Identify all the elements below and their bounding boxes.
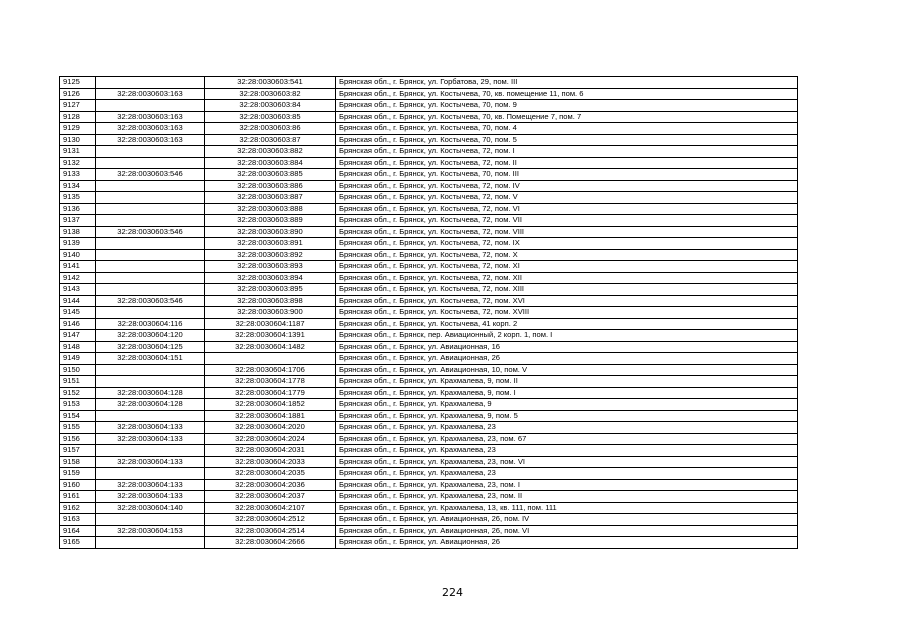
row-number-cell: 9157 [60,445,96,457]
address-cell: Брянская обл., г. Брянск, ул. Крахмалева, 23, пом. VI [336,456,798,468]
cadastral-number-cell: 32:28:0030603:895 [205,284,336,296]
parcel-number-cell [96,100,205,112]
parcel-number-cell [96,203,205,215]
cadastral-number-cell: 32:28:0030603:85 [205,111,336,123]
row-number-cell: 9148 [60,341,96,353]
row-number-cell: 9134 [60,180,96,192]
row-number-cell: 9133 [60,169,96,181]
parcel-number-cell [96,468,205,480]
address-cell: Брянская обл., г. Брянск, ул. Костычева, 70, пом. 9 [336,100,798,112]
row-number-cell: 9140 [60,249,96,261]
table-row [60,514,798,526]
table-row [60,502,798,514]
address-cell: Брянская обл., г. Брянск, ул. Крахмалева, 23, пом. I [336,479,798,491]
cadastral-number-cell: 32:28:0030603:892 [205,249,336,261]
parcel-number-cell: 32:28:0030604:133 [96,479,205,491]
address-cell: Брянская обл., г. Брянск, ул. Крахмалева, 9, пом. II [336,376,798,388]
address-cell: Брянская обл., г. Брянск, ул. Авиационная, 10, пом. V [336,364,798,376]
table-row [60,468,798,480]
row-number-cell: 9163 [60,514,96,526]
cadastral-number-cell: 32:28:0030603:885 [205,169,336,181]
cadastral-number-cell: 32:28:0030604:1391 [205,330,336,342]
table-row [60,341,798,353]
table-row [60,295,798,307]
page-number: 224 [442,586,463,599]
parcel-number-cell: 32:28:0030604:133 [96,491,205,503]
row-number-cell: 9160 [60,479,96,491]
address-cell: Брянская обл., г. Брянск, ул. Костычева, 41 корп. 2 [336,318,798,330]
row-number-cell: 9130 [60,134,96,146]
table-row [60,479,798,491]
cadastral-number-cell: 32:28:0030603:889 [205,215,336,227]
row-number-cell: 9138 [60,226,96,238]
table-row [60,146,798,158]
cadastral-number-cell: 32:28:0030603:890 [205,226,336,238]
address-cell: Брянская обл., г. Брянск, ул. Авиационная, 26 [336,537,798,549]
address-cell: Брянская обл., г. Брянск, ул. Костычева, 72, пом. VIII [336,226,798,238]
address-cell: Брянская обл., г. Брянск, ул. Крахмалева, 9, пом. I [336,387,798,399]
table-row [60,376,798,388]
row-number-cell: 9135 [60,192,96,204]
address-cell: Брянская обл., г. Брянск, ул. Горбатова, 29, пом. III [336,77,798,89]
row-number-cell: 9144 [60,295,96,307]
cadastral-number-cell: 32:28:0030604:1187 [205,318,336,330]
row-number-cell: 9165 [60,537,96,549]
parcel-number-cell [96,514,205,526]
parcel-number-cell: 32:28:0030603:163 [96,111,205,123]
row-number-cell: 9136 [60,203,96,215]
parcel-number-cell: 32:28:0030603:546 [96,226,205,238]
cadastral-number-cell: 32:28:0030603:884 [205,157,336,169]
parcel-number-cell: 32:28:0030604:133 [96,456,205,468]
address-cell: Брянская обл., г. Брянск, ул. Костычева, 72, пом. IV [336,180,798,192]
parcel-number-cell [96,249,205,261]
address-cell: Брянская обл., г. Брянск, ул. Костычева, 72, пом. XI [336,261,798,273]
cadastral-number-cell: 32:28:0030604:2024 [205,433,336,445]
address-cell: Брянская обл., г. Брянск, ул. Костычева, 72, пом. XVI [336,295,798,307]
parcel-number-cell [96,146,205,158]
table-row [60,525,798,537]
table-row [60,203,798,215]
parcel-number-cell: 32:28:0030604:120 [96,330,205,342]
row-number-cell: 9152 [60,387,96,399]
parcel-number-cell [96,445,205,457]
row-number-cell: 9162 [60,502,96,514]
cadastral-number-cell: 32:28:0030604:2036 [205,479,336,491]
row-number-cell: 9161 [60,491,96,503]
table-row [60,100,798,112]
cadastral-number-cell: 32:28:0030604:1706 [205,364,336,376]
cadastral-number-cell: 32:28:0030604:1778 [205,376,336,388]
row-number-cell: 9146 [60,318,96,330]
address-cell: Брянская обл., г. Брянск, ул. Костычева, 72, пом. XVIII [336,307,798,319]
address-cell: Брянская обл., г. Брянск, ул. Костычева, 72, пом. VI [336,203,798,215]
table-row [60,77,798,89]
parcel-number-cell: 32:28:0030604:153 [96,525,205,537]
parcel-number-cell [96,364,205,376]
table-row [60,88,798,100]
row-number-cell: 9159 [60,468,96,480]
cadastral-number-cell: 32:28:0030603:87 [205,134,336,146]
parcel-number-cell: 32:28:0030604:125 [96,341,205,353]
parcel-number-cell [96,272,205,284]
table-row [60,238,798,250]
table-row [60,307,798,319]
parcel-number-cell [96,376,205,388]
row-number-cell: 9129 [60,123,96,135]
cadastral-number-cell: 32:28:0030604:2033 [205,456,336,468]
table-row [60,215,798,227]
parcel-number-cell: 32:28:0030603:546 [96,295,205,307]
row-number-cell: 9132 [60,157,96,169]
row-number-cell: 9131 [60,146,96,158]
row-number-cell: 9151 [60,376,96,388]
address-cell: Брянская обл., г. Брянск, ул. Крахмалева, 13, кв. 111, пом. 111 [336,502,798,514]
parcel-number-cell [96,77,205,89]
address-cell: Брянская обл., г. Брянск, ул. Костычева, 72, пом. VII [336,215,798,227]
parcel-number-cell: 32:28:0030604:151 [96,353,205,365]
address-cell: Брянская обл., г. Брянск, ул. Крахмалева, 23 [336,445,798,457]
parcel-number-cell [96,284,205,296]
table-row [60,226,798,238]
table-row [60,318,798,330]
table-row [60,192,798,204]
table-row [60,445,798,457]
row-number-cell: 9141 [60,261,96,273]
address-cell: Брянская обл., г. Брянск, ул. Авиационная, 26 [336,353,798,365]
row-number-cell: 9143 [60,284,96,296]
table-row [60,433,798,445]
table-row [60,399,798,411]
table-row [60,123,798,135]
address-cell: Брянская обл., г. Брянск, ул. Авиационная, 26, пом. VI [336,525,798,537]
cadastral-number-cell: 32:28:0030603:893 [205,261,336,273]
parcel-number-cell [96,215,205,227]
table-row [60,537,798,549]
table-body [60,77,798,549]
cadastral-number-cell: 32:28:0030603:900 [205,307,336,319]
cadastral-number-cell: 32:28:0030603:541 [205,77,336,89]
parcel-number-cell [96,307,205,319]
row-number-cell: 9139 [60,238,96,250]
address-cell: Брянская обл., г. Брянск, ул. Костычева, 72, пом. X [336,249,798,261]
cadastral-number-cell: 32:28:0030604:2107 [205,502,336,514]
address-cell: Брянская обл., г. Брянск, ул. Костычева, 70, пом. 4 [336,123,798,135]
address-cell: Брянская обл., г. Брянск, ул. Костычева, 72, пом. IX [336,238,798,250]
row-number-cell: 9126 [60,88,96,100]
table-row [60,169,798,181]
table-row [60,456,798,468]
table-row [60,249,798,261]
parcel-number-cell: 32:28:0030604:133 [96,433,205,445]
cadastral-number-cell: 32:28:0030604:2035 [205,468,336,480]
address-cell: Брянская обл., г. Брянск, ул. Крахмалева, 23 [336,422,798,434]
address-cell: Брянская обл., г. Брянск, ул. Крахмалева, 9, пом. 5 [336,410,798,422]
parcel-number-cell: 32:28:0030604:128 [96,387,205,399]
table-row [60,353,798,365]
cadastral-number-cell: 32:28:0030603:898 [205,295,336,307]
cadastral-number-cell: 32:28:0030604:2037 [205,491,336,503]
cadastral-number-cell: 32:28:0030603:888 [205,203,336,215]
property-table [59,76,798,549]
parcel-number-cell [96,192,205,204]
parcel-number-cell: 32:28:0030604:116 [96,318,205,330]
table-row [60,261,798,273]
address-cell: Брянская обл., г. Брянск, ул. Костычева, 70, пом. 5 [336,134,798,146]
table-row [60,111,798,123]
row-number-cell: 9155 [60,422,96,434]
cadastral-number-cell: 32:28:0030603:891 [205,238,336,250]
row-number-cell: 9137 [60,215,96,227]
cadastral-number-cell: 32:28:0030603:894 [205,272,336,284]
cadastral-number-cell: 32:28:0030604:2514 [205,525,336,537]
address-cell: Брянская обл., г. Брянск, ул. Костычева, 72, пом. I [336,146,798,158]
row-number-cell: 9145 [60,307,96,319]
parcel-number-cell [96,157,205,169]
parcel-number-cell: 32:28:0030603:163 [96,134,205,146]
cadastral-number-cell: 32:28:0030604:2512 [205,514,336,526]
parcel-number-cell: 32:28:0030603:546 [96,169,205,181]
cadastral-number-cell: 32:28:0030603:82 [205,88,336,100]
parcel-number-cell [96,261,205,273]
address-cell: Брянская обл., г. Брянск, ул. Крахмалева, 23, пом. II [336,491,798,503]
row-number-cell: 9153 [60,399,96,411]
table-row [60,410,798,422]
parcel-number-cell: 32:28:0030603:163 [96,88,205,100]
parcel-number-cell [96,180,205,192]
address-cell: Брянская обл., г. Брянск, ул. Костычева, 72, пом. XII [336,272,798,284]
row-number-cell: 9147 [60,330,96,342]
table-row [60,180,798,192]
table-row [60,364,798,376]
table-row [60,157,798,169]
table-row [60,491,798,503]
parcel-number-cell [96,410,205,422]
row-number-cell: 9125 [60,77,96,89]
cadastral-number-cell: 32:28:0030604:1852 [205,399,336,411]
row-number-cell: 9128 [60,111,96,123]
table-row [60,284,798,296]
row-number-cell: 9156 [60,433,96,445]
cadastral-number-cell: 32:28:0030604:1881 [205,410,336,422]
table-row [60,387,798,399]
table-row [60,330,798,342]
address-cell: Брянская обл., г. Брянск, пер. Авиационный, 2 корп. 1, пом. I [336,330,798,342]
cadastral-number-cell: 32:28:0030604:1482 [205,341,336,353]
address-cell: Брянская обл., г. Брянск, ул. Костычева, 70, кв. Помещение 7, пом. 7 [336,111,798,123]
address-cell: Брянская обл., г. Брянск, ул. Костычева, 72, пом. V [336,192,798,204]
cadastral-number-cell: 32:28:0030604:2020 [205,422,336,434]
parcel-number-cell: 32:28:0030604:133 [96,422,205,434]
cadastral-number-cell: 32:28:0030603:882 [205,146,336,158]
row-number-cell: 9158 [60,456,96,468]
address-cell: Брянская обл., г. Брянск, ул. Авиационная, 26, пом. IV [336,514,798,526]
cadastral-number-cell: 32:28:0030604:2031 [205,445,336,457]
row-number-cell: 9127 [60,100,96,112]
parcel-number-cell: 32:28:0030603:163 [96,123,205,135]
cadastral-number-cell: 32:28:0030604:2666 [205,537,336,549]
cadastral-number-cell: 32:28:0030603:86 [205,123,336,135]
row-number-cell: 9142 [60,272,96,284]
address-cell: Брянская обл., г. Брянск, ул. Костычева, 72, пом. II [336,157,798,169]
address-cell: Брянская обл., г. Брянск, ул. Авиационная, 16 [336,341,798,353]
parcel-number-cell [96,238,205,250]
parcel-number-cell: 32:28:0030604:128 [96,399,205,411]
cadastral-number-cell: 32:28:0030604:1779 [205,387,336,399]
parcel-number-cell: 32:28:0030604:140 [96,502,205,514]
table-row [60,272,798,284]
address-cell: Брянская обл., г. Брянск, ул. Костычева, 70, пом. III [336,169,798,181]
cadastral-number-cell [205,353,336,365]
table-row [60,422,798,434]
address-cell: Брянская обл., г. Брянск, ул. Крахмалева, 23 [336,468,798,480]
address-cell: Брянская обл., г. Брянск, ул. Костычева, 72, пом. XIII [336,284,798,296]
parcel-number-cell [96,537,205,549]
address-cell: Брянская обл., г. Брянск, ул. Крахмалева, 9 [336,399,798,411]
table-row [60,134,798,146]
cadastral-number-cell: 32:28:0030603:84 [205,100,336,112]
cadastral-number-cell: 32:28:0030603:886 [205,180,336,192]
row-number-cell: 9154 [60,410,96,422]
address-cell: Брянская обл., г. Брянск, ул. Костычева, 70, кв. помещение 11, пом. 6 [336,88,798,100]
row-number-cell: 9164 [60,525,96,537]
address-cell: Брянская обл., г. Брянск, ул. Крахмалева, 23, пом. 67 [336,433,798,445]
cadastral-number-cell: 32:28:0030603:887 [205,192,336,204]
row-number-cell: 9150 [60,364,96,376]
row-number-cell: 9149 [60,353,96,365]
